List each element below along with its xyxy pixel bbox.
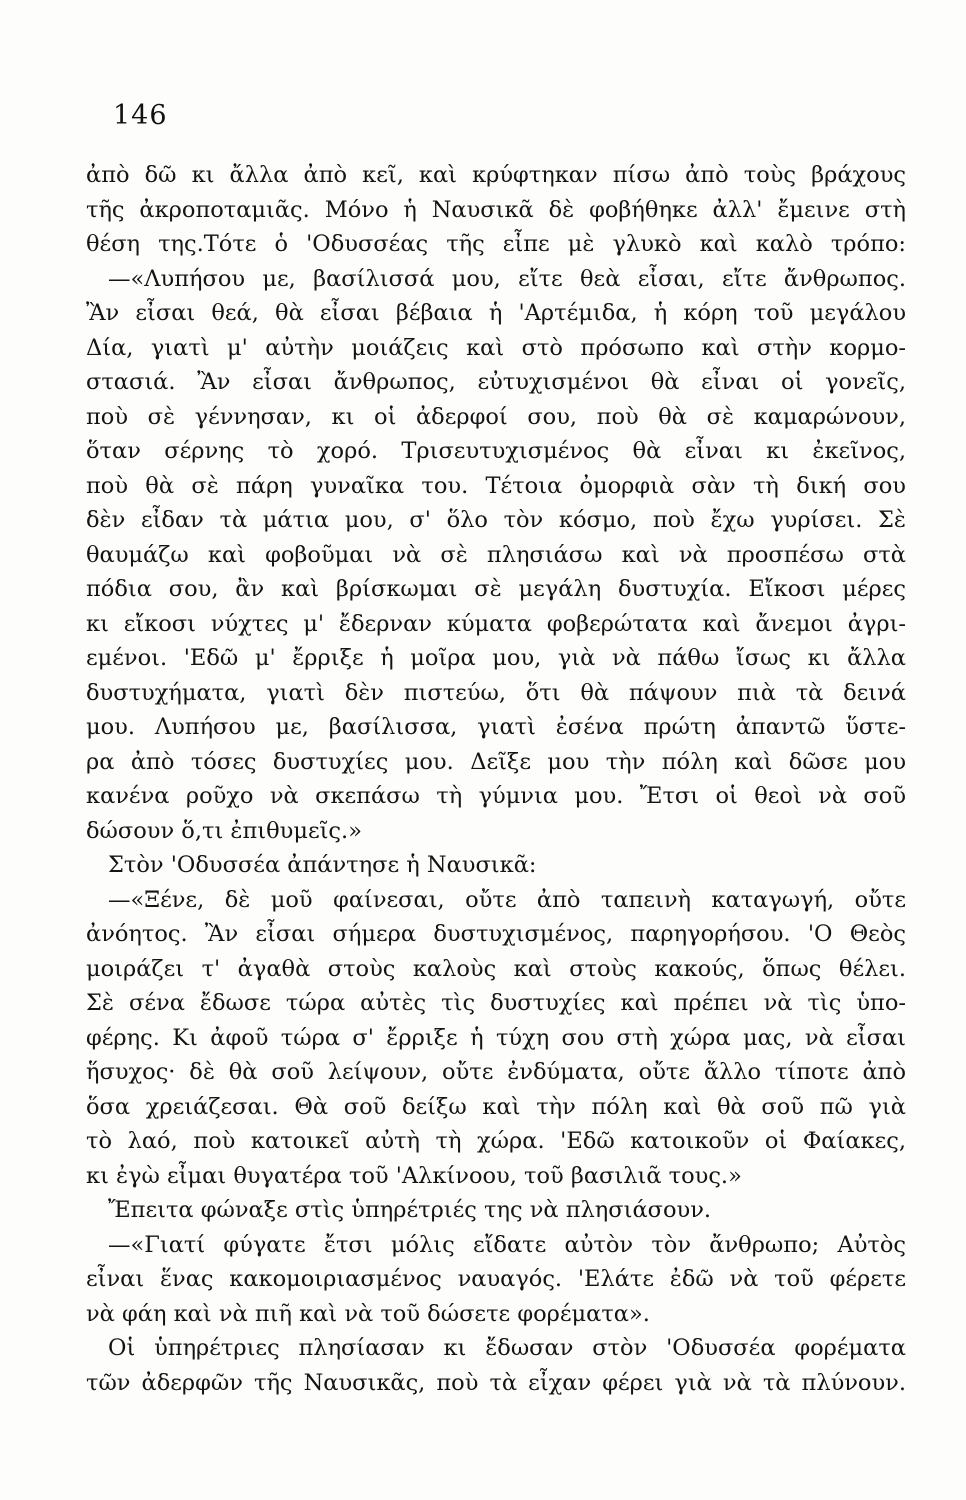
text-line: νὰ φάη καὶ νὰ πιῆ καὶ νὰ τοῦ δώσετε φορέματα». xyxy=(86,1300,650,1327)
text-line: θαυμάζω καὶ φοβοῦμαι νὰ σὲ πλησιάσω καὶ νὰ προσπέσω στὰ xyxy=(86,541,906,568)
text-line: στασιά. Ἂν εἶσαι ἄνθρωπος, εὐτυχισμένοι θὰ εἶναι οἱ γονεῖς, xyxy=(86,369,906,395)
text-line: εμένοι. 'Εδῶ μ' ἔρριξε ἡ μοῖρα μου, γιὰ νὰ πάθω ἴσως κι ἄλλα xyxy=(86,645,906,671)
text-line: πόδια σου, ἂν καὶ βρίσκωμαι σὲ μεγάλη δυστυχία. Εἴκοσι μέρες xyxy=(86,576,906,602)
text-line: Ἂν εἶσαι θεά, θὰ εἶσαι βέβαια ἡ 'Αρτέμιδα, ἡ κόρη τοῦ μεγάλου xyxy=(86,300,906,326)
text-line: ὅταν σέρνης τὸ χορό. Τρισευτυχισμένος θὰ εἶναι κι ἐκεῖνος, xyxy=(86,438,906,464)
text-line: κι εἴκοσι νύχτες μ' ἔδερναν κύματα φοβερώτατα καὶ ἄνεμοι ἀγρι- xyxy=(86,610,906,637)
text-line: Δία, γιατὶ μ' αὐτὴν μοιάζεις καὶ στὸ πρόσωπο καὶ στὴν κορμο- xyxy=(86,334,906,361)
text-line: τῆς ἀκροποταμιᾶς. Μόνο ἡ Ναυσικᾶ δὲ φοβήθηκε ἀλλ' ἔμεινε στὴ xyxy=(86,196,906,223)
text-line: ἥσυχος· δὲ θὰ σοῦ λείψουν, οὔτε ἐνδύματα, οὔτε ἄλλο τίποτε ἀπὸ xyxy=(86,1059,906,1085)
text-line: ἀπὸ δῶ κι ἄλλα ἀπὸ κεῖ, καὶ κρύφτηκαν πίσω ἀπὸ τοὺς βράχους xyxy=(86,162,906,188)
text-line: τὸ λαό, ποὺ κατοικεῖ αὐτὴ τὴ χώρα. 'Εδῶ κατοικοῦν οἱ Φαίακες, xyxy=(86,1128,906,1154)
text-line: φέρης. Κι ἀφοῦ τώρα σ' ἔρριξε ἡ τύχη σου στὴ χώρα μας, νὰ εἶσαι xyxy=(86,1024,906,1051)
text-line: εἶναι ἕνας κακομοιριασμένος ναυαγός. 'Ελάτε ἐδῶ νὰ τοῦ φέρετε xyxy=(86,1266,906,1292)
text-line: κι ἐγὼ εἶμαι θυγατέρα τοῦ 'Αλκίνοου, τοῦ βασιλιᾶ τους.» xyxy=(86,1162,742,1189)
text-line: ὅσα χρειάζεσαι. Θὰ σοῦ δείξω καὶ τὴν πόλη καὶ θὰ σοῦ πῶ γιὰ xyxy=(86,1093,906,1120)
text-line: μου. Λυπήσου με, βασίλισσα, γιατὶ ἐσένα πρώτη ἀπαντῶ ὕστε- xyxy=(86,714,906,740)
text-line: —«Γιατί φύγατε ἔτσι μόλις εἴδατε αὐτὸν τὸν ἄνθρωπο; Αὐτὸς xyxy=(108,1231,906,1258)
text-line: κανένα ροῦχο νὰ σκεπάσω τὴ γύμνια μου. Ἔτσι οἱ θεοὶ νὰ σοῦ xyxy=(86,783,906,809)
text-line: θέση της.Τότε ὁ 'Οδυσσέας τῆς εἶπε μὲ γλυκὸ καὶ καλὸ τρόπο: xyxy=(86,231,906,257)
body-text xyxy=(86,158,906,1400)
text-line: δώσουν ὅ,τι ἐπιθυμεῖς.» xyxy=(86,817,362,844)
text-line: ποὺ σὲ γέννησαν, κι οἱ ἀδερφοί σου, ποὺ θὰ σὲ καμαρώνουν, xyxy=(86,403,906,430)
text-line: δυστυχήματα, γιατὶ δὲν πιστεύω, ὅτι θὰ πάψουν πιὰ τὰ δεινά xyxy=(86,679,906,706)
text-line: —«Ξένε, δὲ μοῦ φαίνεσαι, οὔτε ἀπὸ ταπεινὴ καταγωγή, οὔτε xyxy=(108,886,906,913)
text-line: Ἔπειτα φώναξε στὶς ὑπηρέτριές της νὰ πλησιάσουν. xyxy=(108,1197,712,1223)
text-line: τῶν ἀδερφῶν τῆς Ναυσικᾶς, ποὺ τὰ εἶχαν φέρει γιὰ νὰ τὰ πλύνουν. xyxy=(86,1369,906,1396)
text-line: —«Λυπήσου με, βασίλισσά μου, εἴτε θεὰ εἶσαι, εἴτε ἄνθρωπος. xyxy=(108,265,906,292)
text-line: ρα ἀπὸ τόσες δυστυχίες μου. Δεῖξε μου τὴν πόλη καὶ δῶσε μου xyxy=(86,748,906,775)
text-line: δὲν εἶδαν τὰ μάτια μου, σ' ὅλο τὸν κόσμο, ποὺ ἔχω γυρίσει. Σὲ xyxy=(86,507,906,533)
text-line: Σὲ σένα ἔδωσε τώρα αὐτὲς τὶς δυστυχίες καὶ πρέπει νὰ τὶς ὑπο- xyxy=(86,990,906,1016)
text-line: μοιράζει τ' ἀγαθὰ στοὺς καλοὺς καὶ στοὺς κακούς, ὅπως θέλει. xyxy=(86,955,906,982)
page-number: 146 xyxy=(113,100,168,131)
text-line: Στὸν 'Οδυσσέα ἀπάντησε ἡ Ναυσικᾶ: xyxy=(108,852,537,878)
text-line: ποὺ θὰ σὲ πάρη γυναῖκα του. Τέτοια ὀμορφιὰ σὰν τὴ δική σου xyxy=(86,472,906,499)
text-line: ἀνόητος. Ἂν εἶσαι σήμερα δυστυχισμένος, παρηγορήσου. 'Ο Θεὸς xyxy=(86,921,906,947)
text-line: Οἱ ὑπηρέτριες πλησίασαν κι ἔδωσαν στὸν 'Οδυσσέα φορέματα xyxy=(108,1335,906,1361)
